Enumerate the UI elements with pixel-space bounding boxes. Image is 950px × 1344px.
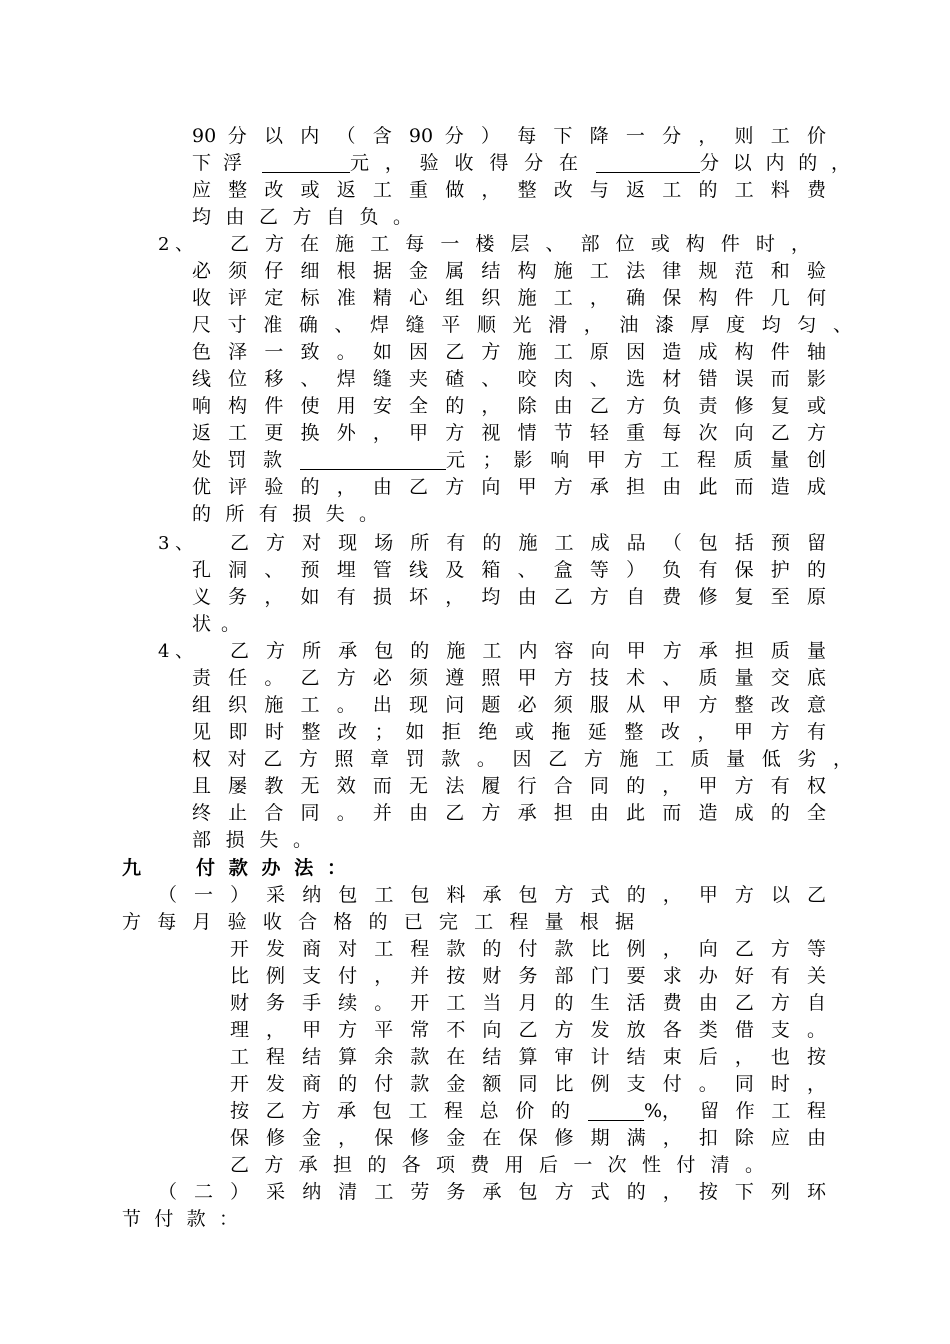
text-line: 尺 寸 准 确 、 焊 缝 平 顺 光 滑 ， 油 漆 厚 度 均 匀 、 — [192, 314, 852, 336]
item-number: 2 、 — [158, 234, 194, 255]
text-line: 优 评 验 的 ， 由 乙 方 向 甲 方 承 担 由 此 而 造 成 — [192, 476, 826, 498]
text-line: 理 ， 甲 方 平 常 不 向 乙 方 发 放 各 类 借 支 。 — [230, 1019, 826, 1041]
text-line: 线 位 移 、 焊 缝 夹 碴 、 咬 肉 、 选 材 错 误 而 影 — [192, 368, 826, 390]
text-line: 元 ； 影 响 甲 方 工 程 质 量 创 — [446, 449, 826, 471]
text-line: 开 发 商 对 工 程 款 的 付 款 比 例 ， 向 乙 方 等 — [230, 938, 826, 960]
text-line: 乙 方 承 担 的 各 项 费 用 后 一 次 性 付 清 。 — [230, 1154, 764, 1176]
text-line: 留 作 工 程 — [700, 1100, 826, 1122]
text-line: 状 。 — [192, 613, 240, 635]
text-line: 色 泽 一 致 。 如 因 乙 方 施 工 原 因 造 成 构 件 轴 — [192, 341, 826, 363]
text-line: 必 须 仔 细 根 据 金 属 结 构 施 工 法 律 规 范 和 验 — [192, 260, 826, 282]
text-line: 且 屡 教 无 效 而 无 法 履 行 合 同 的 ， 甲 方 有 权 — [192, 775, 826, 797]
text-line: 组 织 施 工 。 出 现 问 题 必 须 服 从 甲 方 整 改 意 — [192, 694, 826, 716]
text-line: 响 构 件 使 用 安 全 的 ， 除 由 乙 方 负 责 修 复 或 — [192, 395, 826, 417]
text-line: 节 付 款 ： — [122, 1208, 238, 1230]
fill-in-blank[interactable] — [596, 152, 700, 173]
text-line: 处 罚 款 — [192, 449, 282, 471]
text-line: 的 所 有 损 失 。 — [192, 503, 378, 525]
fill-in-blank[interactable] — [588, 1100, 644, 1121]
text-line: 收 评 定 标 准 精 心 组 织 施 工 ， 确 保 构 件 几 何 — [192, 287, 826, 309]
text-line: 比 例 支 付 ， 并 按 财 务 部 门 要 求 办 好 有 关 — [230, 965, 826, 987]
text-line: 90 分 以 内 （ 含 90 分 ） 每 下 降 一 分 ， 则 工 价 — [192, 125, 826, 147]
text-line: 孔 洞 、 预 埋 管 线 及 箱 、 盒 等 ） 负 有 保 护 的 — [192, 559, 826, 581]
text-line: （ 二 ） 采 纳 清 工 劳 务 承 包 方 式 的 ， 按 下 列 环 — [158, 1181, 826, 1203]
text-line: 返 工 更 换 外 ， 甲 方 视 情 节 轻 重 每 次 向 乙 方 — [192, 422, 826, 444]
text-line: 乙 方 在 施 工 每 一 楼 层 、 部 位 或 构 件 时 ， — [230, 233, 810, 255]
text-line: 按 乙 方 承 包 工 程 总 价 的 — [230, 1100, 570, 1122]
item-number: 4 、 — [158, 641, 194, 662]
text-line: 下 浮 — [192, 152, 242, 174]
text-line: （ 一 ） 采 纳 包 工 包 料 承 包 方 式 的 ， 甲 方 以 乙 — [158, 884, 826, 906]
text-line: 开 发 商 的 付 款 金 额 同 比 例 支 付 。 同 时 ， — [230, 1073, 826, 1095]
text-line: 元 ， 验 收 得 分 在 — [350, 152, 578, 174]
text-line: 乙 方 对 现 场 所 有 的 施 工 成 品 （ 包 括 预 留 — [230, 532, 826, 554]
text-line: 分 以 内 的 ， — [700, 152, 850, 174]
fill-in-blank[interactable] — [262, 152, 350, 173]
text-line: 乙 方 所 承 包 的 施 工 内 容 向 甲 方 承 担 质 量 — [230, 640, 826, 662]
section-number: 九 — [122, 857, 142, 879]
section-title: 付 款 办 法 ： — [196, 857, 346, 879]
fill-in-blank[interactable] — [300, 449, 446, 470]
text-line: 应 整 改 或 返 工 重 做 ， 整 改 与 返 工 的 工 料 费 — [192, 179, 826, 201]
item-number: 3 、 — [158, 533, 194, 554]
text-line: 义 务 ， 如 有 损 坏 ， 均 由 乙 方 自 费 修 复 至 原 — [192, 586, 826, 608]
text-line: 责 任 。 乙 方 必 须 遵 照 甲 方 技 术 、 质 量 交 底 — [192, 667, 826, 689]
text-line: %， — [644, 1100, 682, 1122]
text-line: 部 损 失 。 — [192, 829, 312, 851]
text-line: 方 每 月 验 收 合 格 的 已 完 工 程 量 根 据 — [122, 911, 634, 933]
text-line: 财 务 手 续 。 开 工 当 月 的 生 活 费 由 乙 方 自 — [230, 992, 826, 1014]
text-line: 见 即 时 整 改 ； 如 拒 绝 或 拖 延 整 改 ， 甲 方 有 — [192, 721, 826, 743]
text-line: 均 由 乙 方 自 负 。 — [192, 206, 412, 228]
text-line: 保 修 金 ， 保 修 金 在 保 修 期 满 ， 扣 除 应 由 — [230, 1127, 826, 1149]
text-line: 权 对 乙 方 照 章 罚 款 。 因 乙 方 施 工 质 量 低 劣 ， — [192, 748, 852, 770]
text-line: 终 止 合 同 。 并 由 乙 方 承 担 由 此 而 造 成 的 全 — [192, 802, 826, 824]
text-line: 工 程 结 算 余 款 在 结 算 审 计 结 束 后 ， 也 按 — [230, 1046, 826, 1068]
